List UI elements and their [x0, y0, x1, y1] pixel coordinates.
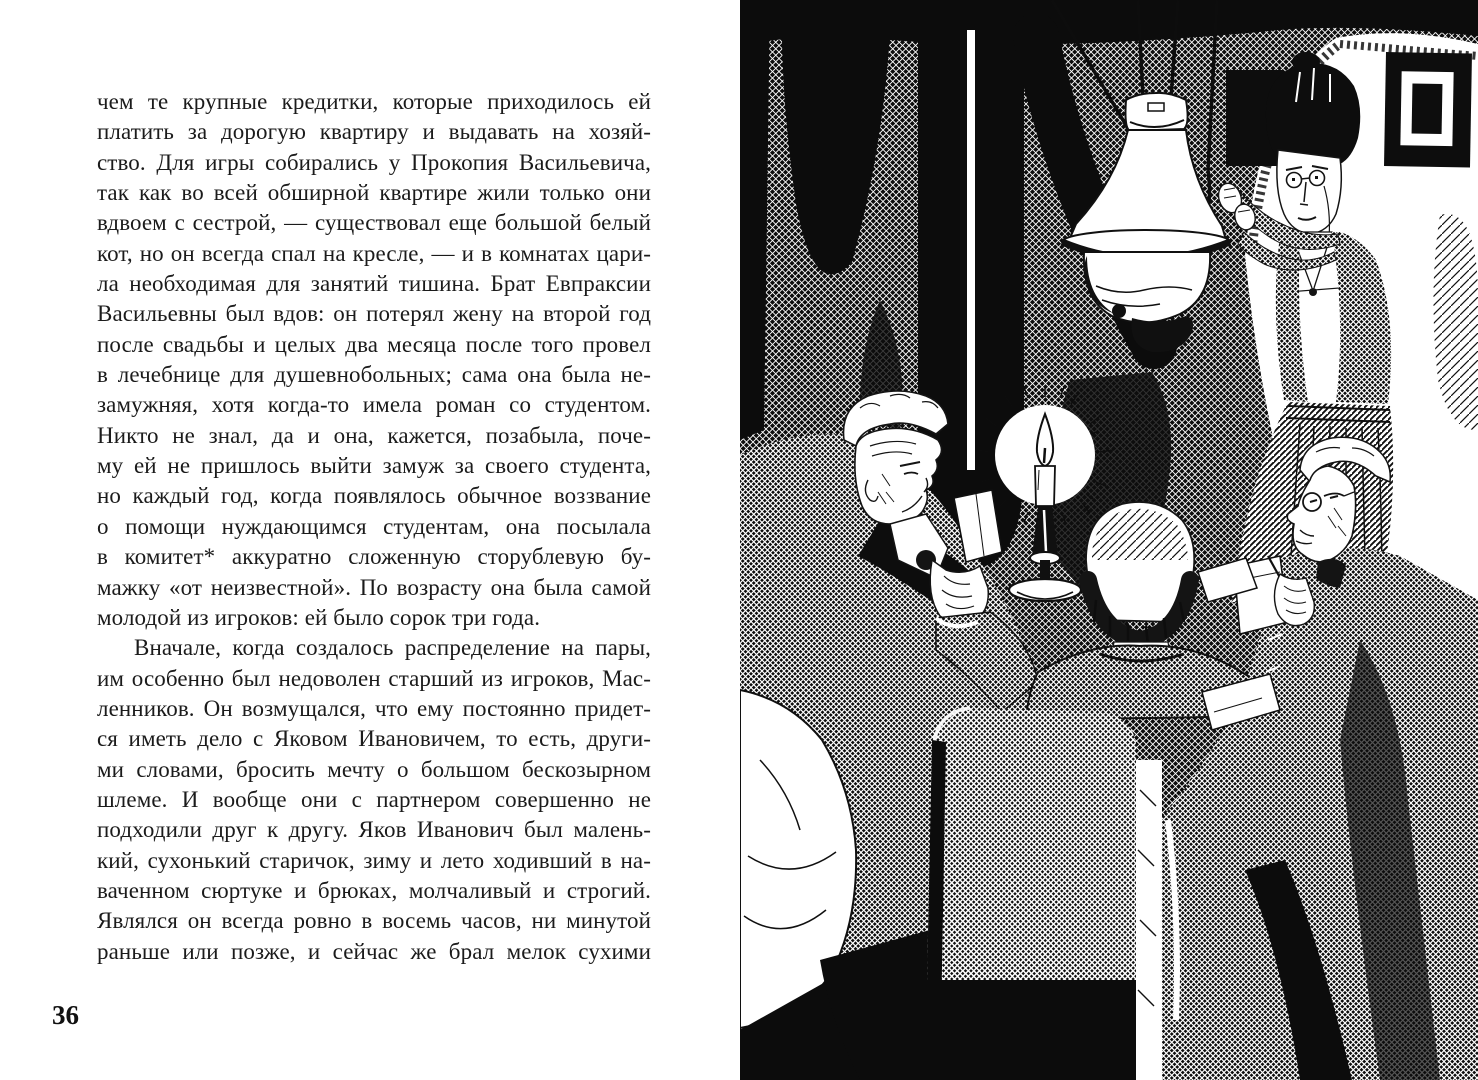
pendant: [1309, 288, 1317, 296]
picture-frame: [1384, 52, 1472, 167]
text-line: о помощи нуждающимся студентам, она посылала: [97, 513, 651, 539]
text-line: кот, но он всегда спал на кресле, — и в комнатах цари-: [97, 240, 651, 266]
text-line: чем те крупные кредитки, которые приходилось ей: [97, 89, 651, 114]
text-line: после свадьбы и целых два месяца после того провел: [97, 331, 651, 357]
text-line: ла необходимая для занятий тишина. Брат Евпраксии: [97, 271, 651, 297]
text-line: мажку «от неизвестной». По возрасту она была самой: [97, 574, 651, 600]
text-line: Являлся он всегда ровно в восемь часов, ни минутой: [97, 908, 651, 934]
text-line: подходили друг к другу. Яков Иванович был малень-: [97, 817, 651, 843]
text-line: Вначале, когда создалось распределение на пары,: [134, 635, 651, 661]
chair-gap: [1136, 760, 1162, 1080]
text-line: ленников. Он возмущался, что ему постоянно придет-: [97, 695, 651, 721]
text-line: им особенно был недоволен старший из игроков, Мас-: [97, 665, 651, 691]
text-line: платить за дорогую квартиру и выдавать на хозяй-: [97, 119, 651, 145]
text-line: Васильевны был вдов: он потерял жену на второй год: [97, 301, 651, 327]
text-line: ваченном сюртуке и брюках, молчаливый и строгий.: [97, 877, 651, 903]
candlestick-base: [1009, 579, 1081, 601]
lamp-cap: [1126, 93, 1188, 131]
text-line: ми словами, бросить мечту о большом бескозырном: [97, 756, 651, 782]
text-line: шлеме. И вообще они с партнером совершенно не: [97, 786, 651, 812]
text-column: [97, 87, 651, 967]
text-line: ся иметь дело с Яковом Ивановичем, то есть, други-: [97, 726, 651, 752]
card-game-illustration: [740, 0, 1478, 1080]
paragraph-1: [97, 87, 651, 633]
text-line: но каждый год, когда появлялось обычное воззвание: [97, 483, 651, 509]
paragraph-2: [97, 633, 651, 967]
text-line: му ей не пришлось выйти замуж за своего студента,: [97, 453, 651, 479]
text-line: молодой из игроков: ей было сорок три года.: [97, 604, 541, 630]
text-line: ство. Для игры собирались у Прокопия Васильевича,: [97, 149, 651, 175]
text-line: в комитет* аккуратно сложенную сторублевую бу-: [97, 544, 651, 570]
text-line: Никто не знал, да и она, кажется, позабыла, поче-: [97, 422, 651, 448]
text-line: замужняя, хотя когда-то имела роман со студентом.: [97, 392, 651, 418]
text-line: раньше или позже, и сейчас же брал мелок сухими: [97, 938, 651, 964]
text-line: вдвоем с сестрой, — существовал еще большой белый: [97, 210, 651, 236]
text-line: так как во всей обширной квартире жили только они: [97, 180, 651, 206]
text-line: кий, сухонький старичок, зиму и лето ходивший в на-: [97, 847, 651, 873]
text-line: в лечебнице для душевнобольных; сама она была не-: [97, 362, 651, 388]
page-number: 36: [52, 1000, 79, 1030]
